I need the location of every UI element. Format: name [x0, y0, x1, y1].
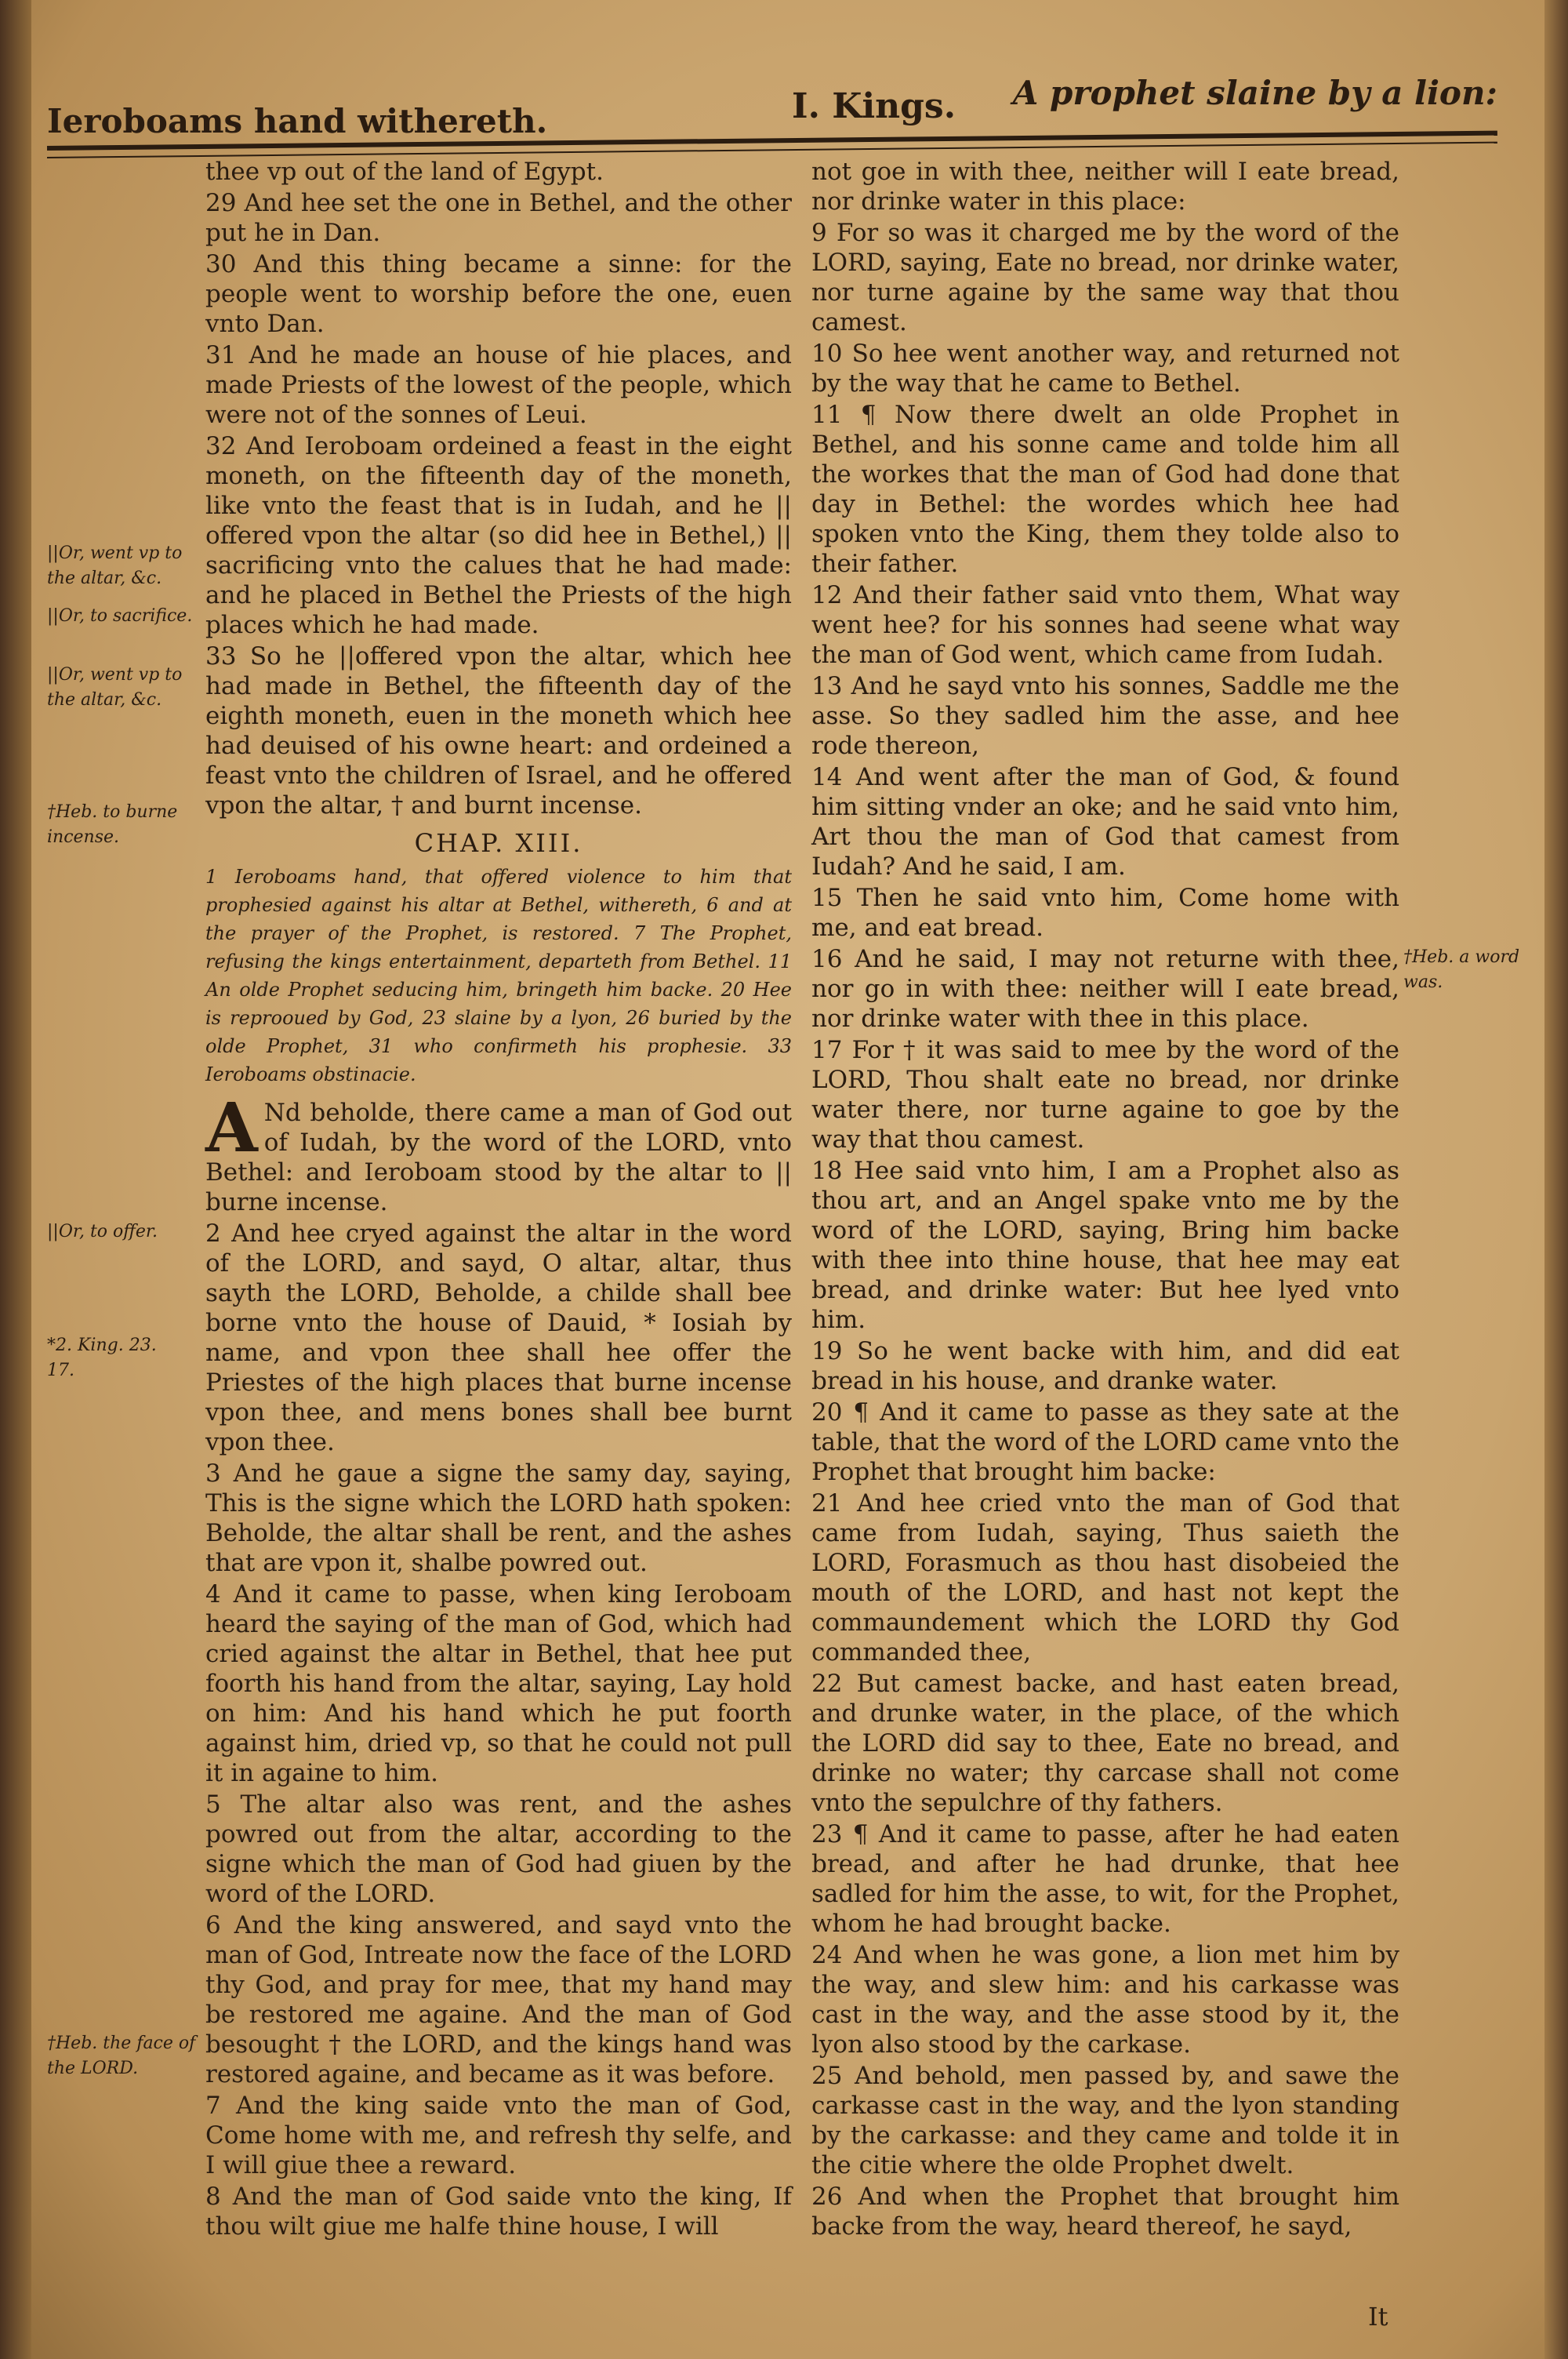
margin-note: †Heb. to burne incense. — [47, 802, 178, 847]
verse: 23 ¶ And it came to passe, after he had eaten bread, and after he had drunke, that hee sadled for him the asse, to wit, for the Prophet, whom he had brought backe. — [811, 1820, 1399, 1938]
first-verse-text: Nd beholde, there came a man of God out of Iudah, by the word of the LORD, vnto Bethel: and Ieroboam stood by the altar to || burne incense. — [205, 1099, 792, 1216]
verse: thee vp out of the land of Egypt. — [205, 158, 604, 186]
page-header — [47, 71, 1521, 141]
verse: 7 And the king saide vnto the man of God, Come home with me, and refresh thy selfe, and I will giue thee a reward. — [205, 2092, 792, 2179]
verse: 30 And this thing became a sinne: for the people went to worship before the one, euen vnto Dan. — [205, 250, 792, 338]
verse: 17 For † it was said to mee by the word of the LORD, Thou shalt eate no bread, nor drinke water there, nor turne againe to goe by the way that thou camest. — [811, 1036, 1399, 1154]
verse: 18 Hee said vnto him, I am a Prophet also as thou art, and an Angel spake vnto me by the word of the LORD, saying, Bring him backe with thee into thine house, that hee may eat bread, and drinke water: But hee lyed vnto him. — [811, 1157, 1399, 1334]
verse: 19 So he went backe with him, and did eat bread in his house, and dranke water. — [811, 1337, 1399, 1395]
verse: 4 And it came to passe, when king Ieroboam heard the saying of the man of God, which had cried against the altar in Bethel, that hee put foorth his hand from the altar, saying, Lay hold on him: And his hand which he put foorth against him, dried vp, so that he could not pull it in againe to him. — [205, 1580, 792, 1787]
verse: 13 And he sayd vnto his sonnes, Saddle me the asse. So they sadled him the asse, and hee rode thereon, — [811, 672, 1399, 760]
verse: 3 And he gaue a signe the samy day, saying, This is the signe which the LORD hath spoken: Beholde, the altar shall be rent, and the ashes that are vpon it, shalbe powred out. — [205, 1459, 792, 1577]
verse: 22 But camest backe, and hast eaten bread, and drunke water, in the place, of the which the LORD did say to thee, Eate no bread, and drinke no water; thy carcase shall not come vnto the sepulchre of thy fathers. — [811, 1670, 1399, 1817]
verse: 21 And hee cried vnto the man of God that came from Iudah, saying, Thus saieth the LORD, Forasmuch as thou hast disobeied the mouth of the LORD, and hast not kept the commaundement which the LORD thy God commanded thee, — [811, 1489, 1399, 1667]
catchword: It — [1368, 2302, 1388, 2332]
margin-note: †Heb. a word was. — [1403, 947, 1520, 992]
verse: 10 So hee went another way, and returned not by the way that he came to Bethel. — [811, 340, 1399, 398]
verse: 25 And behold, men passed by, and sawe the carkasse cast in the way, and the lyon standing by the carkasse: and they came and tolde it in the citie where the olde Prophet dwelt. — [811, 2062, 1399, 2179]
margin-note: ||Or, to offer. — [47, 1222, 158, 1241]
page-edge-right — [1544, 0, 1568, 2359]
verse: 33 So he ||offered vpon the altar, which hee had made in Bethel, the fifteenth day of the eighth moneth, euen in the moneth which hee had deuised of his owne heart: and ordeined a feast vnto the children of Israel, and he offered vpon the altar, † and burnt incense. — [205, 642, 792, 820]
verse: 2 And hee cryed against the altar in the word of the LORD, and sayd, O altar, altar, thus sayth the LORD, Beholde, a childe shall bee borne vnto the house of Dauid, * Iosiah by name, and vpon thee shall hee offer the Priestes of the high places that burne incense vpon thee, and mens bones shall bee burnt vpon thee. — [205, 1219, 792, 1456]
margin-note: †Heb. the face of the LORD. — [47, 2034, 196, 2078]
margin-note: ||Or, went vp to the altar, &c. — [47, 543, 183, 588]
page-edge-left — [0, 0, 31, 2359]
chapter-summary: 1 Ieroboams hand, that offered violence to him that prophesied against his altar at Bethel, withereth, 6 and at the prayer of the Prophet, is restored. 7 The Prophet, refusing the kings entertainment, departeth from Bethel. 11 An olde Prophet seducing him, bringeth him backe. 20 Hee is reprooued by God, 23 slaine by a lyon, 26 buried by the olde Prophet, 31 who confirmeth his prophesie. 33 Ieroboams obstinacie. — [205, 866, 792, 1085]
verse: 32 And Ieroboam ordeined a feast in the eight moneth, on the fifteenth day of the moneth, like vnto the feast that is in Iudah, and he || offered vpon the altar (so did hee in Bethel,) || sacrificing vnto the calues that he had made: and he placed in Bethel the Priests of the high places which he had made. — [205, 432, 792, 639]
margin-note: ||Or, went vp to the altar, &c. — [47, 665, 183, 710]
first-verse — [205, 1089, 792, 1217]
verse: 20 ¶ And it came to passe as they sate at the table, that the word of the LORD came vnto the Prophet that brought him backe: — [811, 1398, 1399, 1486]
verse: 6 And the king answered, and sayd vnto the man of God, Intreate now the face of the LORD thy God, and pray for mee, that my hand may be restored me againe. And the man of God besought † the LORD, and the kings hand was restored againe, and became as it was before. — [205, 1911, 792, 2088]
verse: 24 And when he was gone, a lion met him by the way, and slew him: and his carkasse was cast in the way, and the asse stood by it, the lyon also stood by the carkase. — [811, 1941, 1399, 2059]
verse: 12 And their father said vnto them, What way went hee? for his sonnes had seene what way the man of God went, which came from Iudah. — [811, 581, 1399, 669]
chapter-heading: CHAP. XIII. — [414, 828, 583, 858]
verse: 5 The altar also was rent, and the ashes powred out from the altar, according to the signe which the man of God had giuen by the word of the LORD. — [205, 1790, 792, 1908]
verse: 16 And he said, I may not returne with thee, nor go in with thee: neither will I eate bread, nor drinke water with thee in this place. — [811, 945, 1399, 1033]
verse: 26 And when the Prophet that brought him backe from the way, heard thereof, he sayd, — [811, 2183, 1399, 2241]
running-title-left: Ieroboams hand withereth. — [47, 102, 548, 140]
right-column — [811, 157, 1399, 2243]
verse: 14 And went after the man of God, & found him sitting vnder an oke; and he said vnto him, Art thou the man of God that camest from Iudah? And he said, I am. — [811, 763, 1399, 881]
verse: 8 And the man of God saide vnto the king, If thou wilt giue me halfe thine house, I will — [205, 2183, 792, 2241]
verse: 29 And hee set the one in Bethel, and the other put he in Dan. — [205, 189, 792, 247]
running-title-right: A prophet slaine by a lion: — [1012, 74, 1497, 112]
margin-note: *2. King. 23. 17. — [47, 1336, 157, 1380]
left-column — [205, 157, 792, 2243]
verse: 9 For so was it charged me by the word of the LORD, saying, Eate no bread, nor drinke water, nor turne againe by the same way that thou camest. — [811, 219, 1399, 336]
verse: not goe in with thee, neither will I eate bread, nor drinke water in this place: — [811, 158, 1399, 216]
book-title: I. Kings. — [792, 86, 956, 126]
verse: 11 ¶ Now there dwelt an olde Prophet in Bethel, and his sonne came and tolde him all the workes that the man of God had done that day in Bethel: the wordes which hee had spoken vnto the King, them they tolde also to their father. — [811, 401, 1399, 578]
margin-note: ||Or, to sacrifice. — [47, 606, 193, 626]
drop-cap: A — [205, 1089, 258, 1168]
verse: 15 Then he said vnto him, Come home with me, and eat bread. — [811, 884, 1399, 942]
verse: 31 And he made an house of hie places, and made Priests of the lowest of the people, which were not of the sonnes of Leui. — [205, 341, 792, 429]
